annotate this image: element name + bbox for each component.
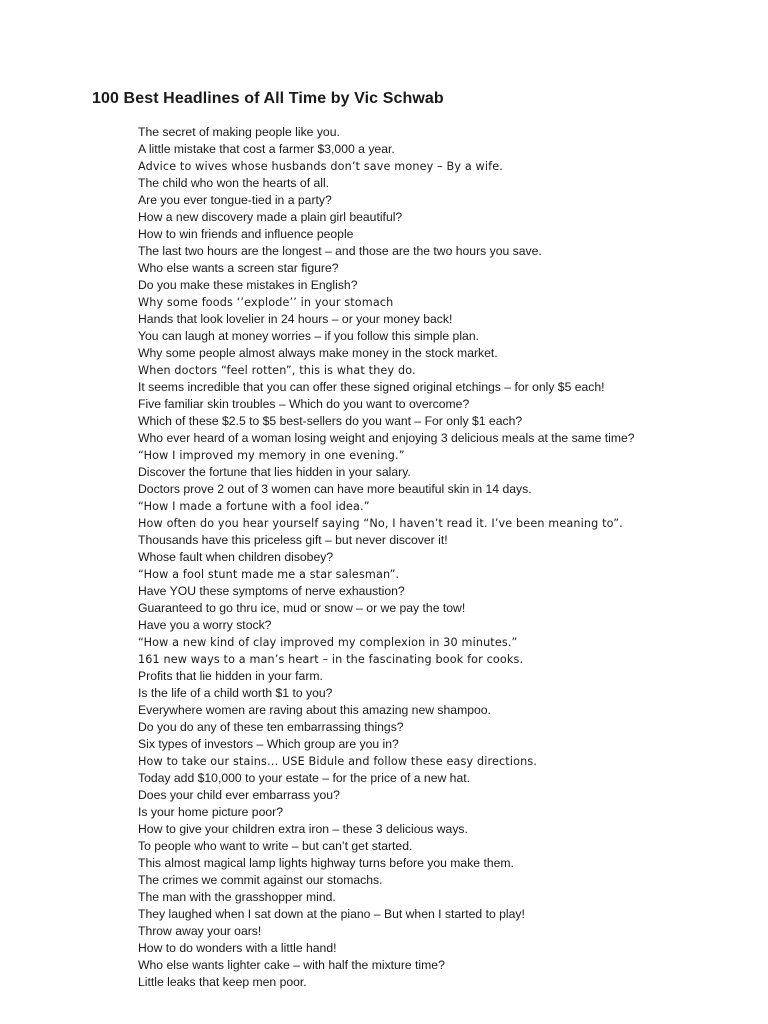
document-title: 100 Best Headlines of All Time by Vic Schwab — [92, 90, 444, 107]
headline-text: Whose fault when children disobey? — [138, 550, 334, 564]
headline-text: 161 new ways to a man’s heart – in the fascinating book for cooks. — [138, 653, 524, 666]
headline-text: Today add $10,000 to your estate – for the price of a new hat. — [138, 771, 470, 785]
headline-text: Is the life of a child worth $1 to you? — [138, 686, 333, 700]
headline-text: Thousands have this priceless gift – but never discover it! — [138, 533, 448, 547]
headline-text: Do you do any of these ten embarrassing things? — [138, 720, 404, 734]
headline-text: The man with the grasshopper mind. — [138, 890, 336, 904]
headline-text: Everywhere women are raving about this amazing new shampoo. — [138, 703, 491, 717]
headline-text: Doctors prove 2 out of 3 women can have more beautiful skin in 14 days. — [138, 482, 532, 496]
headline-text: When doctors “feel rotten”, this is what they do. — [138, 364, 416, 377]
headline-text: The last two hours are the longest – and those are the two hours you save. — [138, 244, 542, 258]
headline-text: How to do wonders with a little hand! — [138, 941, 337, 955]
headline-text: “How I made a fortune with a fool idea.” — [138, 500, 370, 513]
headline-text: Hands that look lovelier in 24 hours – or your money back! — [138, 312, 453, 326]
headline-text: The crimes we commit against our stomachs. — [138, 873, 383, 887]
headline-text: A little mistake that cost a farmer $3,000 a year. — [138, 142, 395, 156]
headline-text: The secret of making people like you. — [138, 125, 340, 139]
headline-text: Who else wants a screen star figure? — [138, 261, 339, 275]
headline-text: Do you make these mistakes in English? — [138, 278, 358, 292]
headline-text: Who ever heard of a woman losing weight and enjoying 3 delicious meals at the same time? — [138, 431, 635, 445]
headline-text: Little leaks that keep men poor. — [138, 975, 307, 989]
headline-text: How to take our stains… USE Bidule and follow these easy directions. — [138, 755, 538, 768]
headline-text: How often do you hear yourself saying “No, I haven’t read it. I’ve been meaning to”. — [138, 517, 623, 530]
headline-text: Profits that lie hidden in your farm. — [138, 669, 323, 683]
headline-text: “How I improved my memory in one evening.” — [138, 449, 405, 462]
headline-text: Is your home picture poor? — [138, 805, 283, 819]
headline-text: Have you a worry stock? — [138, 618, 272, 632]
headline-text: This almost magical lamp lights highway turns before you make them. — [138, 856, 514, 870]
headline-text: Why some people almost always make money in the stock market. — [138, 346, 498, 360]
headline-text: “How a new kind of clay improved my complexion in 30 minutes.” — [138, 636, 518, 649]
headline-text: Have YOU these symptoms of nerve exhaustion? — [138, 584, 405, 598]
headline-text: Who else wants lighter cake – with half the mixture time? — [138, 958, 445, 972]
headline-text: How to win friends and influence people — [138, 227, 354, 241]
headline-text: Discover the fortune that lies hidden in your salary. — [138, 465, 411, 479]
headline-text: To people who want to write – but can’t get started. — [138, 839, 413, 853]
headline-text: Five familiar skin troubles – Which do you want to overcome? — [138, 397, 470, 411]
headline-text: Throw away your oars! — [138, 924, 262, 938]
headline-text: How to give your children extra iron – these 3 delicious ways. — [138, 822, 468, 836]
headline-text: Are you ever tongue-tied in a party? — [138, 193, 332, 207]
headline-text: Six types of investors – Which group are you in? — [138, 737, 399, 751]
headline-text: Guaranteed to go thru ice, mud or snow – or we pay the tow! — [138, 601, 466, 615]
headline-text: Why some foods ‘’explode’’ in your stomach — [138, 296, 394, 309]
headline-text: Which of these $2.5 to $5 best-sellers do you want – For only $1 each? — [138, 414, 523, 428]
headline-text: Advice to wives whose husbands don’t save money – By a wife. — [138, 160, 503, 173]
headline-text: You can laugh at money worries – if you follow this simple plan. — [138, 329, 479, 343]
headline-text: It seems incredible that you can offer these signed original etchings – for only $5 each! — [138, 380, 605, 394]
headline-text: Does your child ever embarrass you? — [138, 788, 340, 802]
headline-text: They laughed when I sat down at the piano – But when I started to play! — [138, 907, 525, 921]
headline-text: How a new discovery made a plain girl beautiful? — [138, 210, 403, 224]
headline-text: “How a fool stunt made me a star salesman”. — [138, 568, 400, 581]
headline-text: The child who won the hearts of all. — [138, 176, 330, 190]
